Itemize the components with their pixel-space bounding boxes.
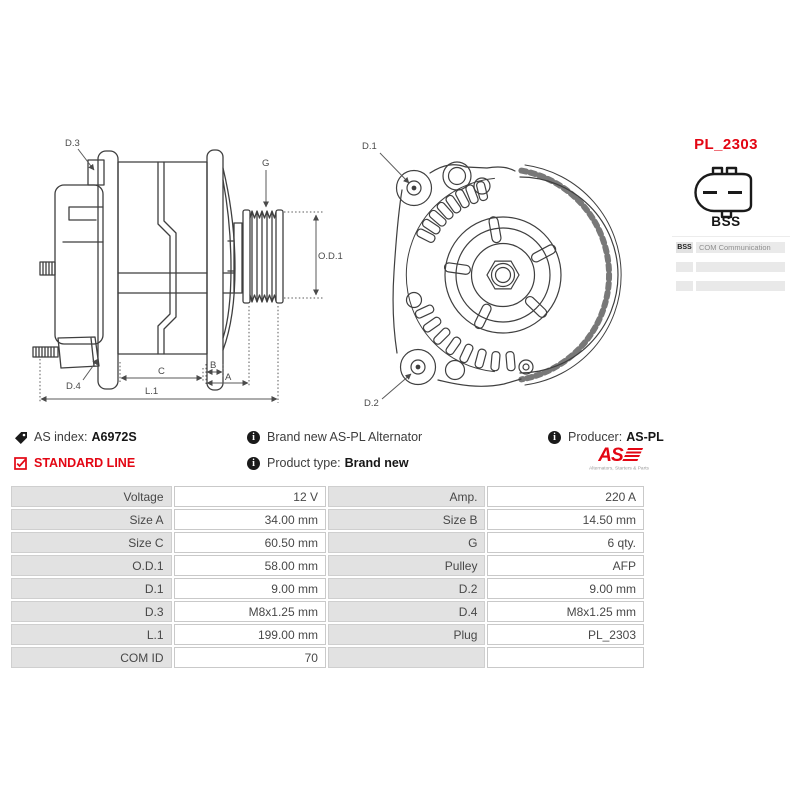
spec-label: Size A: [11, 509, 172, 530]
standard-line-row: [14, 456, 135, 470]
as-index-value: A6972S: [91, 430, 137, 444]
connector-info-key: [676, 281, 693, 291]
pulley-spokes: [444, 216, 557, 330]
spec-value: 34.00 mm: [174, 509, 326, 530]
as-index-label: AS index:: [34, 430, 88, 444]
tag-icon: [14, 431, 27, 444]
dim-label-d2: D.2: [364, 398, 379, 409]
info-icon: i: [247, 457, 260, 470]
dim-label-od1: O.D.1: [318, 251, 343, 262]
plug-code: PL_2303: [694, 136, 758, 153]
d4-leader-line: [83, 359, 98, 380]
checkbox-checked-icon: [14, 457, 27, 470]
cooling-fins: [414, 181, 515, 371]
info-icon: i: [548, 431, 561, 444]
spec-value: M8x1.25 mm: [487, 601, 644, 622]
spec-value: M8x1.25 mm: [174, 601, 326, 622]
spec-label: Size C: [11, 532, 172, 553]
connector-info-value: [696, 281, 785, 291]
connector-type-label: BSS: [711, 214, 741, 229]
table-row: [11, 486, 644, 507]
spec-label: L.1: [11, 624, 172, 645]
logo-tagline: Alternators, Starters & Parts: [589, 466, 649, 472]
spec-value: AFP: [487, 555, 644, 576]
spec-label: [328, 647, 486, 668]
dim-label-d4: D.4: [66, 381, 81, 392]
dim-label-a: A: [225, 372, 232, 383]
spec-value: [487, 647, 644, 668]
alternator-front-view-drawing: [352, 122, 632, 412]
panel-divider: [672, 236, 790, 237]
logo-text: AS: [598, 445, 623, 466]
logo-stripes-icon: [622, 448, 643, 462]
dim-label-d1: D.1: [362, 141, 377, 152]
side-view-body: [33, 150, 283, 390]
spec-value: 58.00 mm: [174, 555, 326, 576]
connector-info-key: BSS: [677, 244, 692, 251]
producer-label: Producer:: [568, 430, 623, 444]
dim-label-d3: D.3: [65, 138, 80, 149]
as-index-row: [14, 430, 137, 444]
table-row: [11, 601, 644, 622]
brand-line-text: Brand new AS-PL Alternator: [267, 430, 423, 444]
spec-label: D.1: [11, 578, 172, 599]
spec-label: D.4: [328, 601, 486, 622]
side-view-dimensions: [40, 149, 323, 403]
spec-value: 12 V: [174, 486, 326, 507]
table-row: [11, 509, 644, 530]
spec-label: D.3: [11, 601, 172, 622]
table-row: [11, 578, 644, 599]
dim-label-g: G: [262, 158, 270, 169]
info-icon: i: [247, 431, 260, 444]
producer-row: [548, 430, 664, 444]
spec-value: 6 qty.: [487, 532, 644, 553]
as-pl-logo: [584, 447, 654, 475]
spec-label: D.2: [328, 578, 486, 599]
spec-label: O.D.1: [11, 555, 172, 576]
d2-leader-line: [382, 374, 411, 399]
spec-value: 70: [174, 647, 326, 668]
spec-label: COM ID: [11, 647, 172, 668]
spec-label: Size B: [328, 509, 486, 530]
spec-value: 9.00 mm: [487, 578, 644, 599]
table-row: [11, 532, 644, 553]
standard-line-label: STANDARD LINE: [34, 456, 136, 470]
plug-connector-icon: [690, 165, 760, 220]
alternator-side-view-drawing: [33, 128, 343, 408]
brand-row: [247, 430, 422, 444]
spec-value: 14.50 mm: [487, 509, 644, 530]
table-row: [11, 555, 644, 576]
spec-label: Plug: [328, 624, 486, 645]
product-type-label: Product type:: [267, 456, 341, 470]
table-row: [11, 624, 644, 645]
spec-value: 199.00 mm: [174, 624, 326, 645]
dim-label-b: B: [210, 360, 217, 371]
product-type-row: [247, 456, 409, 470]
connector-info-value: [696, 262, 785, 272]
connector-info-key: [676, 262, 693, 272]
spec-value: 220 A: [487, 486, 644, 507]
dim-label-c: C: [158, 366, 165, 377]
d1-leader-line: [380, 153, 409, 183]
spec-label: G: [328, 532, 486, 553]
front-view-body: [393, 162, 621, 386]
spec-label: Voltage: [11, 486, 172, 507]
spec-value: 60.50 mm: [174, 532, 326, 553]
spec-label: Pulley: [328, 555, 486, 576]
spec-value: 9.00 mm: [174, 578, 326, 599]
spec-table: [9, 484, 646, 670]
product-type-value: Brand new: [344, 456, 409, 470]
spec-label: Amp.: [328, 486, 486, 507]
spec-value: PL_2303: [487, 624, 644, 645]
table-row: [11, 647, 644, 668]
producer-value: AS-PL: [626, 430, 664, 444]
connector-info-value: COM Communication: [696, 242, 785, 253]
dim-label-l1: L.1: [145, 386, 159, 397]
